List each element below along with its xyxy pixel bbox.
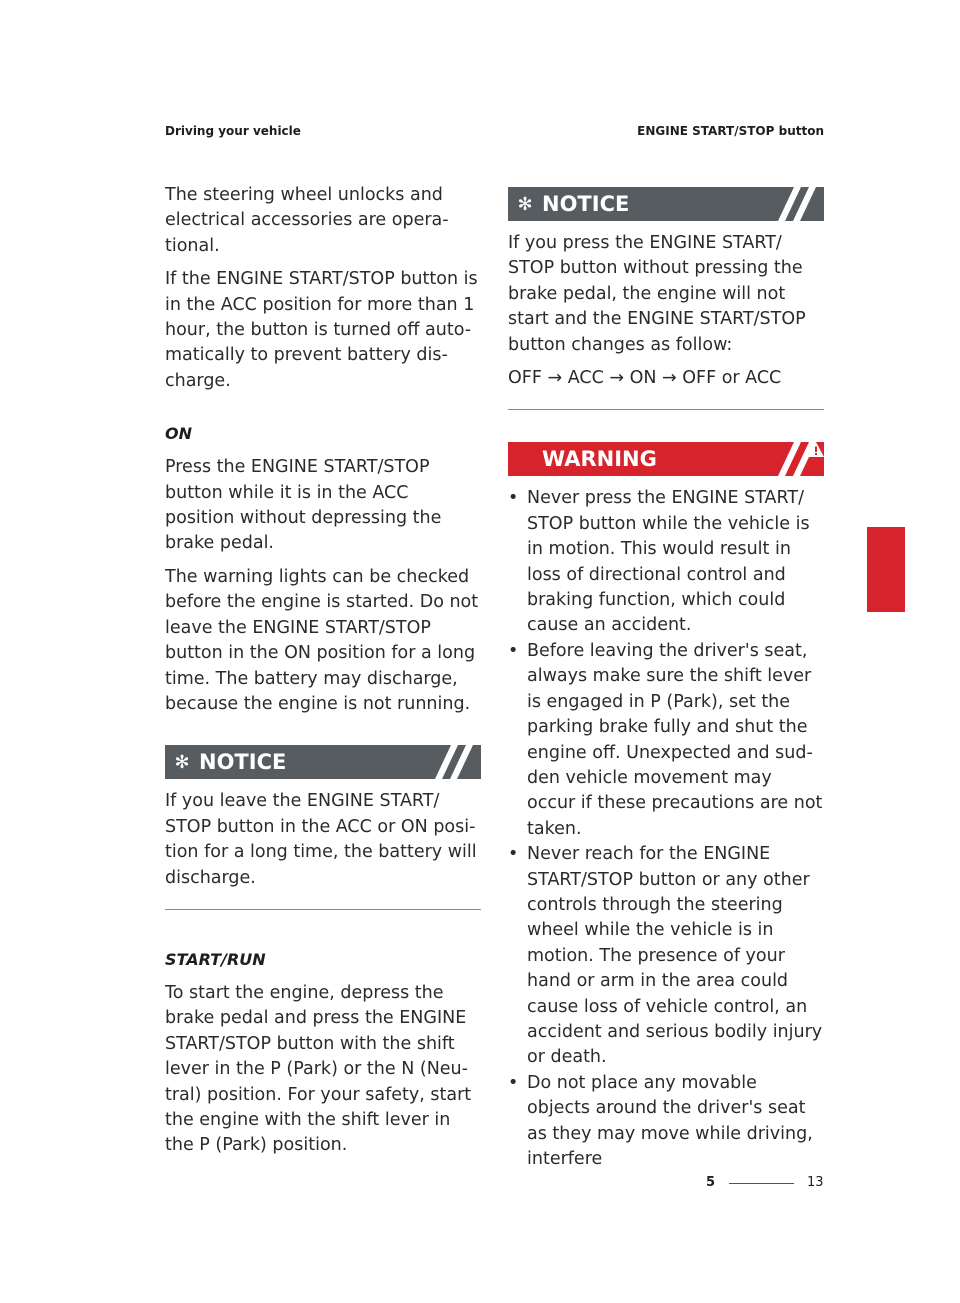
snowflake-icon: ✻ [174,751,190,773]
paragraph-start-engine: To start the engine, depress the brake pedal and press the ENGINE START/STOP button with the shift lever in the P (Park) or the N (Neu-tral) position. For your safety, start the engine with the shift lever in the P (Park) position. [165,982,472,1156]
divider-rule-left [165,909,481,910]
paragraph-press-on: Press the ENGINE START/STOP button while it is in the ACC position without depressing the brake pedal. [165,457,442,554]
slash-stripes-icon [425,745,481,779]
footer-divider [729,1183,794,1184]
notice-text-left: If you leave the ENGINE START/ STOP button in the ACC or ON posi-tion for a long time, the battery will discharge. [165,791,477,888]
slash-stripes-icon [768,187,824,221]
divider-rule-right [508,409,824,410]
notice-title-right: NOTICE [542,192,630,216]
footer-section-number: 5 [706,1175,716,1190]
running-header-left: Driving your vehicle [165,124,301,138]
left-column [165,183,481,1167]
notice-banner-left [165,745,481,779]
paragraph-warning-lights: The warning lights can be checked before the engine is started. Do not leave the ENGINE START/STOP button in the ON position for a long time. The battery may discharge, because the engine is not running. [165,566,479,714]
list-item: • Never press the ENGINE START/ STOP button while the vehicle is in motion. This would result in loss of directional control and braking function, which could cause an accident. [508,488,810,636]
running-header-right: ENGINE START/STOP button [637,124,824,138]
right-column [508,183,824,1172]
chapter-tab-number: 5 [878,594,889,612]
paragraph-acc-timeout: If the ENGINE START/STOP button is in the ACC position for more than 1 hour, the button is turned off auto-matically to prevent battery dis-charge. [165,269,478,391]
list-item: • Before leaving the driver's seat, always make sure the shift lever is engaged in P (Park), set the parking brake fully and shut the engine off. Unexpected and sud-den vehicle movement may occur if these precautions are not taken. [508,640,823,839]
list-item: • Do not place any movable objects around the driver's seat as they may move while driving, interfere [508,1072,813,1169]
notice-title-left: NOTICE [199,750,287,775]
warning-list [508,486,824,1172]
list-item: • Never reach for the ENGINE START/STOP button or any other controls through the steering wheel while the vehicle is in motion. The presence of your hand or arm in the area could cause loss of vehicle control, an accident and serious bodily injury or death. [508,844,823,1068]
snowflake-icon: ✻ [517,193,533,215]
notice-text-right: If you press the ENGINE START/ STOP button without pressing the brake pedal, the engine will not start and the ENGINE START/STOP button changes as follow: [508,233,806,355]
footer-page-number: 13 [807,1175,824,1190]
warning-banner [508,442,824,476]
notice-banner-right [508,187,824,221]
paragraph-steering-unlocks: The steering wheel unlocks and electrical accessories are opera-tional. [165,185,449,256]
notice-sequence: OFF → ACC → ON → OFF or ACC [508,368,782,389]
heading-on: ON [165,424,192,444]
heading-start-run: START/RUN [165,949,266,969]
slash-stripes-icon [768,442,824,476]
warning-title: WARNING [542,447,657,472]
